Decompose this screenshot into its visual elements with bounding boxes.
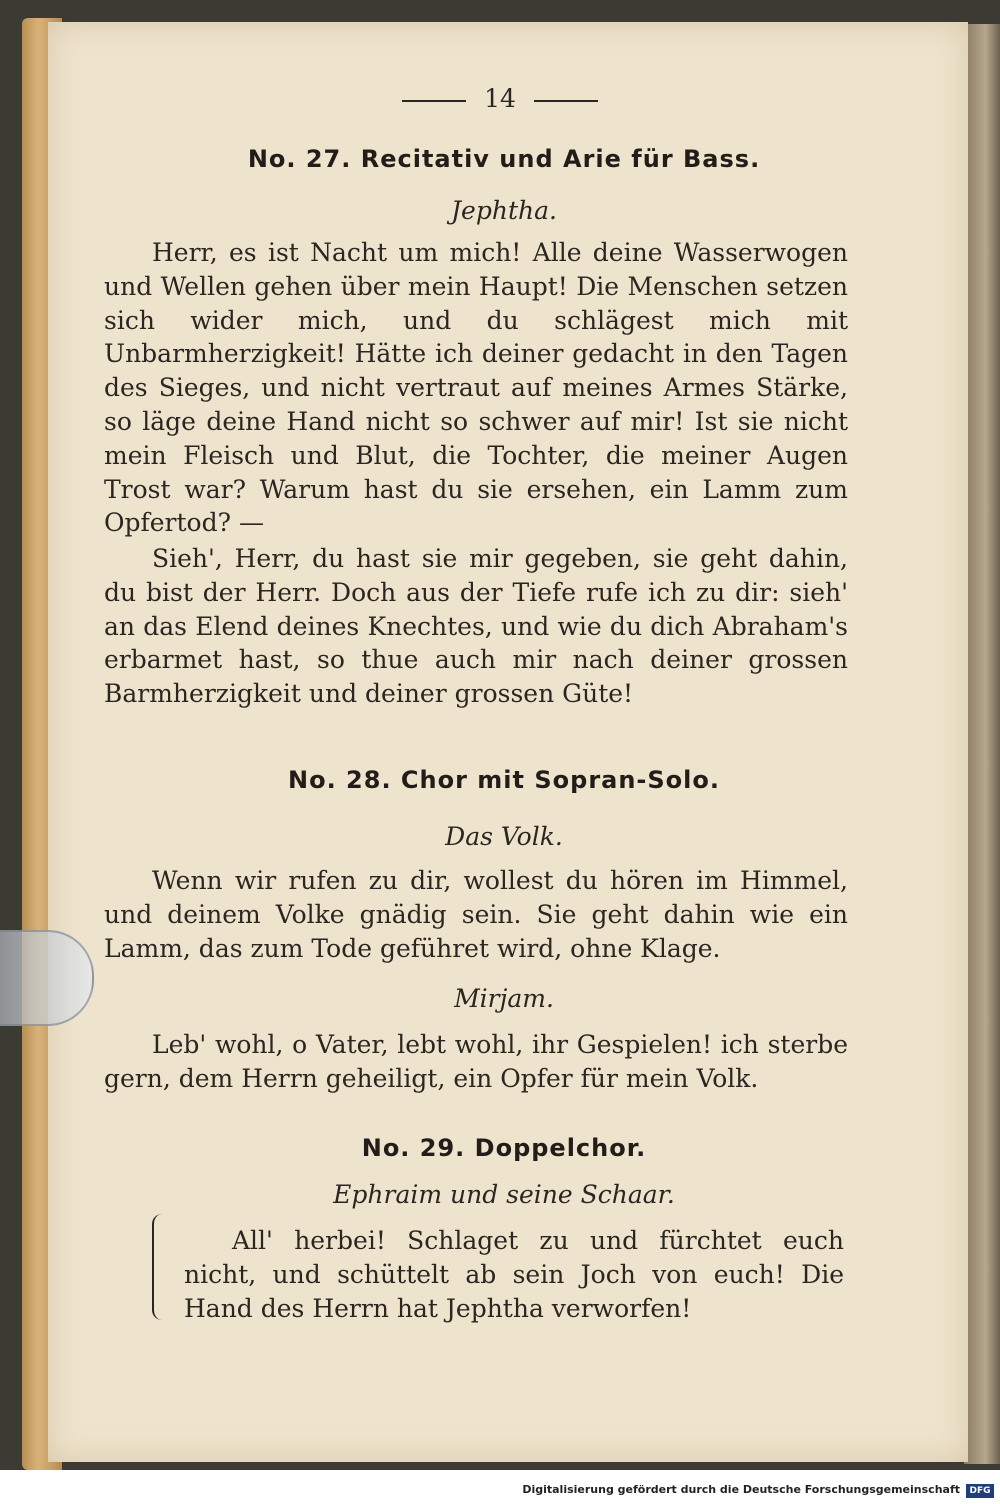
speaker-name: Jephtha. (451, 196, 557, 225)
speaker-name: Mirjam. (454, 984, 554, 1013)
section-heading: No. 29. Doppelchor. (361, 1134, 647, 1162)
bookmark-clip (0, 930, 94, 1026)
speaker-name: Das Volk. (445, 822, 563, 851)
section-heading: No. 28. Chor mit Sopran-Solo. (288, 766, 720, 794)
curly-brace (152, 1214, 170, 1320)
paragraph: Herr, es ist Nacht um mich! Alle deine Wasserwogen und Wellen gehen über mein Haupt! Die Menschen setzen sich wider mich, und du schlägest mich mit Unbarmherzigkeit! Hätte ich deiner gedacht in den Tagen des Sieges, und nicht vertraut auf meines Armes Stärke, so läge deine Hand nicht so schwer auf mir! Ist sie nicht mein Fleisch und Blut, die Tochter, die meiner Augen Trost war? Warum hast du sie ersehen, ein Lamm zum Opfertod? — (104, 238, 848, 538)
paragraph: Wenn wir rufen zu dir, wollest du hören im Himmel, und deinem Volke gnädig sein. Sie geht dahin wie ein Lamm, das zum Tode geführet wird, ohne Klage. (104, 866, 848, 963)
paragraph: Sieh', Herr, du hast sie mir gegeben, sie geht dahin, du bist der Herr. Doch aus der Tiefe rufe ich zu dir: sieh' an das Elend deines Knechtes, und wie du dich Abraham's erbarmet hast, so thue auch mir nach deiner grossen Barmherzigkeit und deiner grossen Güte! (104, 544, 848, 709)
dfg-logo-icon: DFG (966, 1484, 994, 1498)
page-number (380, 84, 620, 113)
page-number-rule-left (402, 100, 466, 102)
book-spine-edge (964, 24, 1000, 1464)
footer-credit: Digitalisierung gefördert durch die Deutsche Forschungsgemeinschaft (522, 1483, 960, 1496)
paragraph: Leb' wohl, o Vater, lebt wohl, ihr Gespielen! ich sterbe gern, dem Herrn geheiligt, ein Opfer für mein Volk. (104, 1030, 848, 1093)
paragraph: All' herbei! Schlaget zu und fürchtet euch nicht, und schüttelt ab sein Joch von euch! Die Hand des Herrn hat Jephtha verworfen! (184, 1226, 844, 1323)
section-heading: No. 27. Recitativ und Arie für Bass. (247, 145, 761, 173)
page-number-value: 14 (484, 84, 516, 113)
speaker-name: Ephraim und seine Schaar. (333, 1180, 675, 1209)
page-number-rule-right (534, 100, 598, 102)
